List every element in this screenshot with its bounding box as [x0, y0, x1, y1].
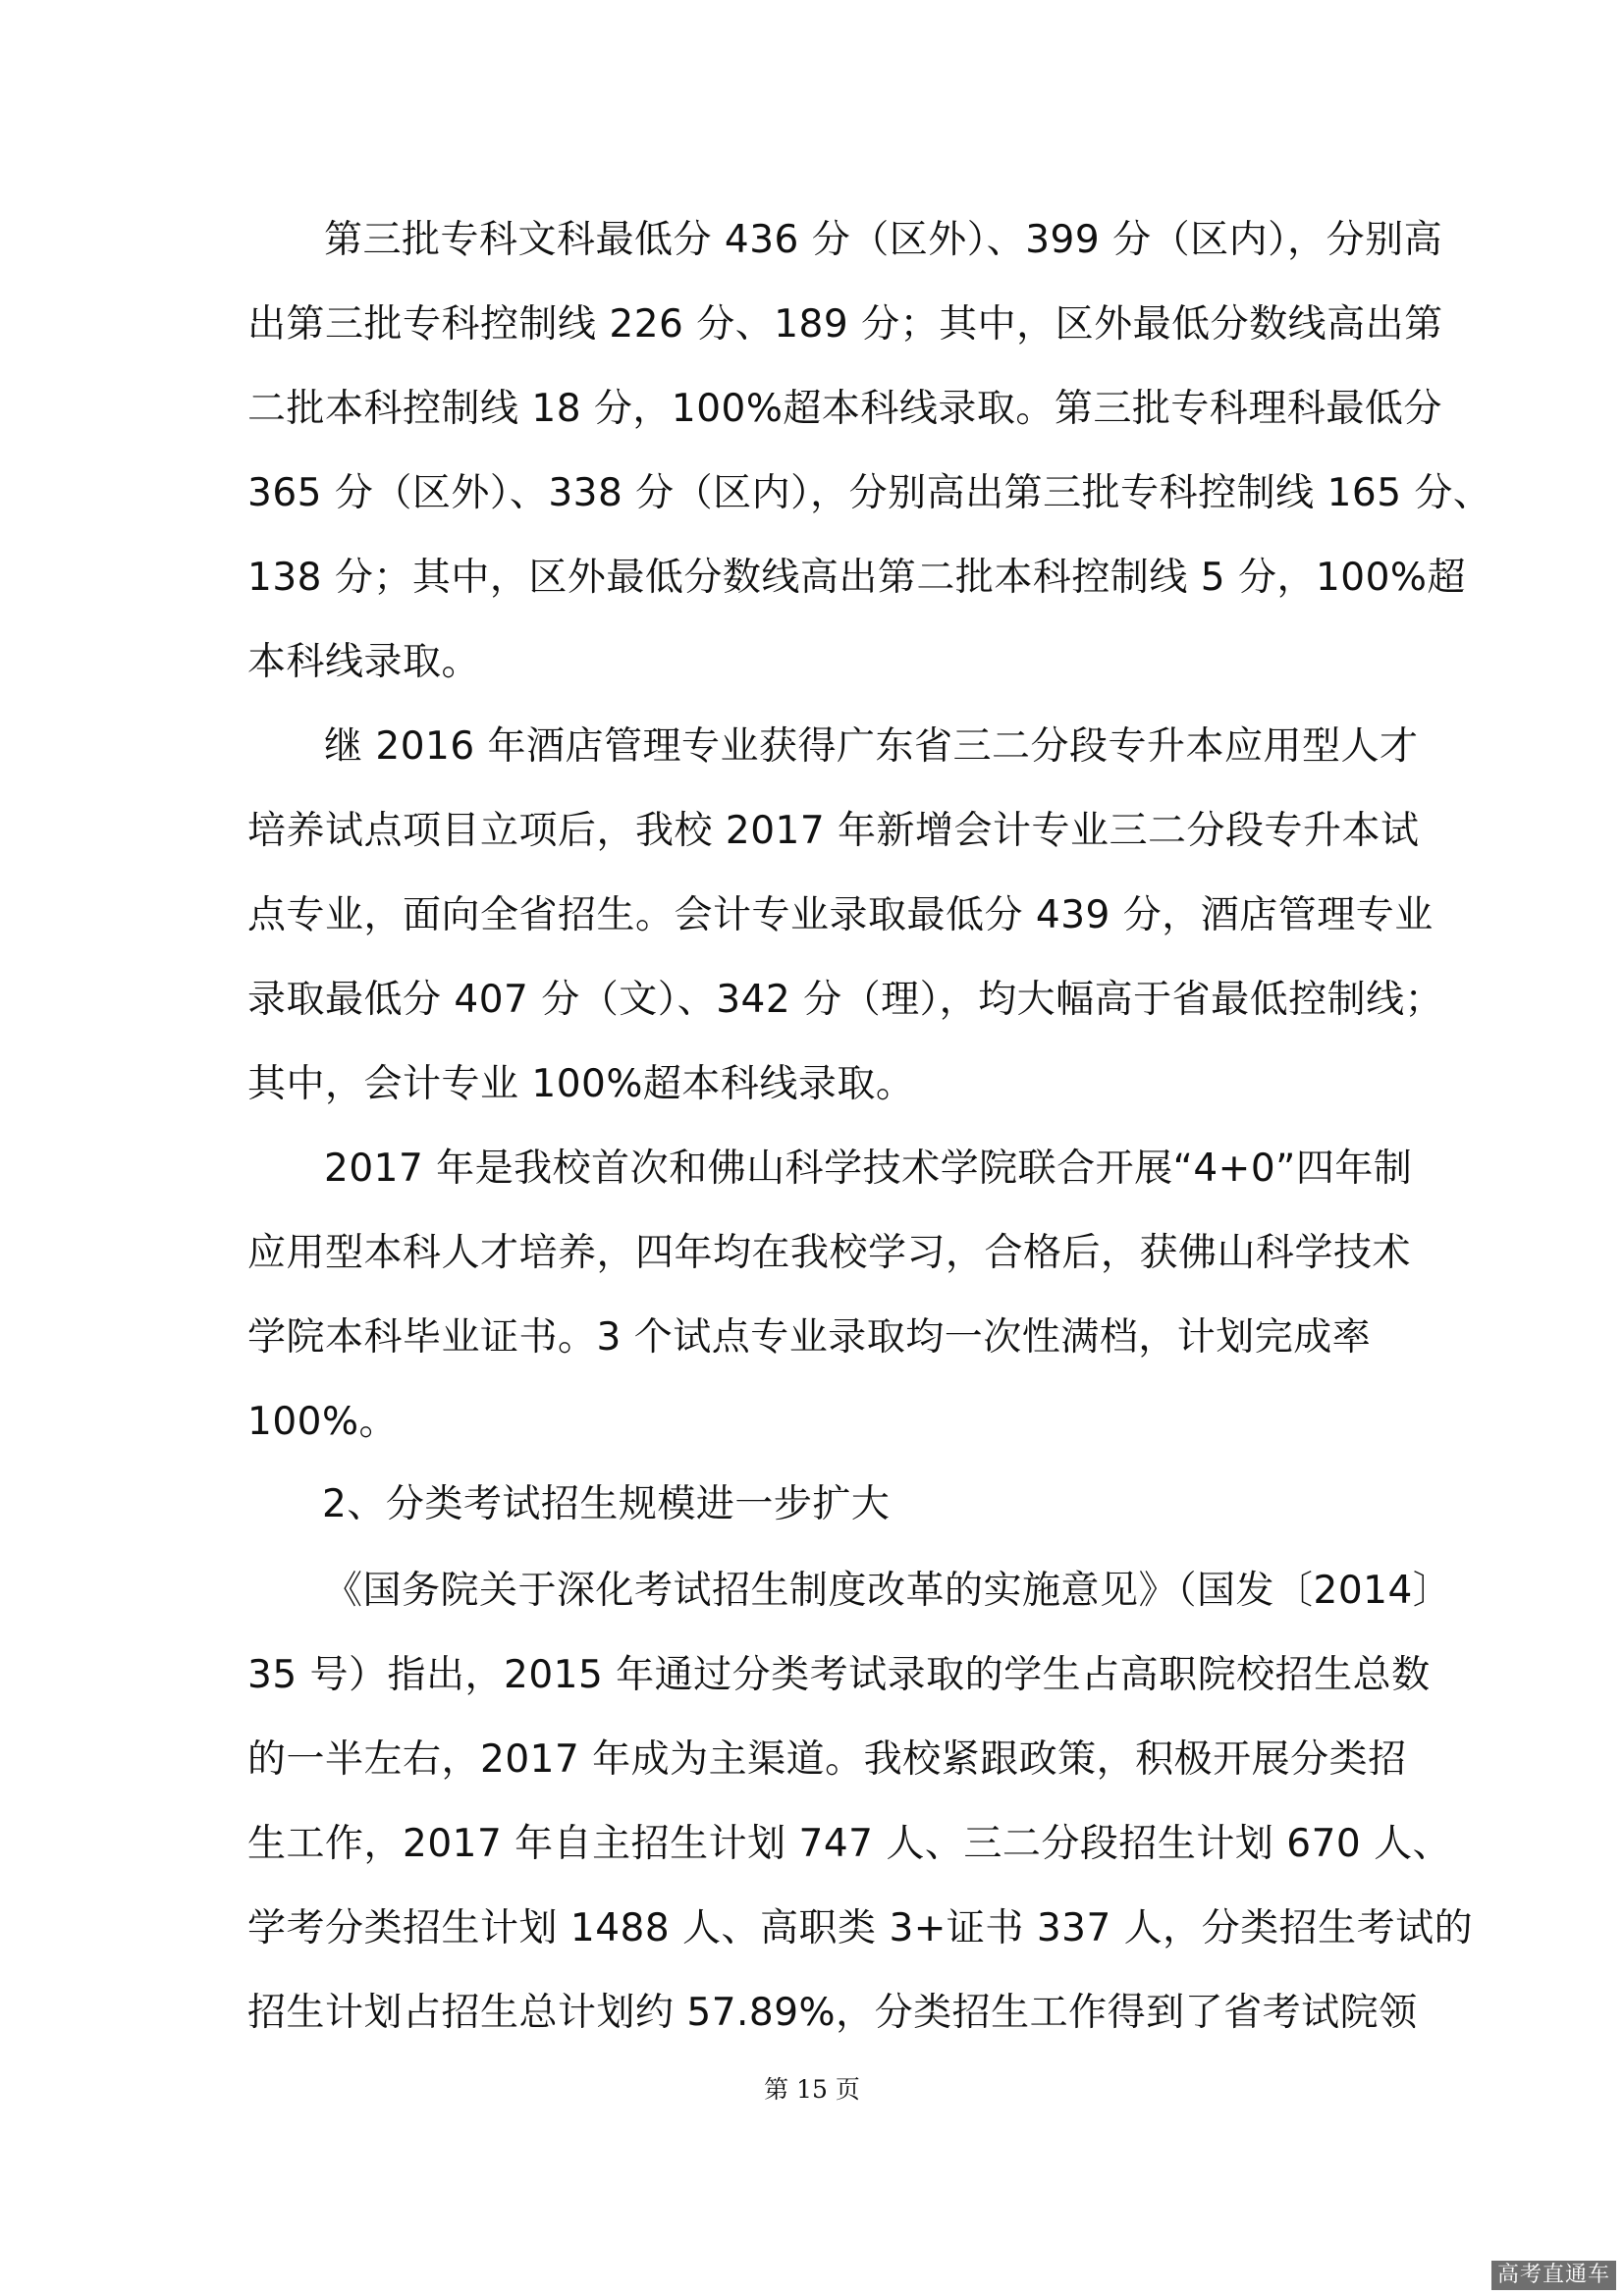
- paragraph-line: 其中，会计专业 100%超本科线录取。: [247, 1062, 915, 1106]
- paragraph-line: 培养试点项目立项后，我校 2017 年新增会计专业三二分段专升本试: [247, 809, 1420, 853]
- paragraph-line: 365 分（区外）、338 分（区内），分别高出第三批专科控制线 165 分、: [247, 471, 1492, 515]
- paragraph-line: 招生计划占招生总计划约 57.89%，分类招生工作得到了省考试院领: [247, 1991, 1418, 2035]
- paragraph-line: 本科线录取。: [247, 640, 481, 684]
- paragraph-line: 点专业，面向全省招生。会计专业录取最低分 439 分，酒店管理专业: [247, 893, 1434, 937]
- section-heading: 2、分类考试招生规模进一步扩大: [322, 1482, 891, 1526]
- watermark: 高考直通车: [1491, 2261, 1616, 2290]
- paragraph-line: 35 号）指出，2015 年通过分类考试录取的学生占高职院校招生总数: [247, 1653, 1431, 1697]
- paragraph-line: 学院本科毕业证书。3 个试点专业录取均一次性满档，计划完成率: [247, 1315, 1372, 1360]
- paragraph-line: 2017 年是我校首次和佛山科学技术学院联合开展“4+0”四年制: [324, 1147, 1413, 1191]
- paragraph-line: 继 2016 年酒店管理专业获得广东省三二分段专升本应用型人才: [324, 724, 1419, 769]
- paragraph-line: 的一半左右，2017 年成为主渠道。我校紧跟政策，积极开展分类招: [247, 1737, 1407, 1782]
- paragraph-line: 100%。: [247, 1400, 398, 1444]
- paragraph-line: 二批本科控制线 18 分，100%超本科线录取。第三批专科理科最低分: [247, 387, 1442, 431]
- paragraph-line: 《国务院关于深化考试招生制度改革的实施意见》（国发〔2014〕: [324, 1569, 1452, 1613]
- paragraph-line: 出第三批专科控制线 226 分、189 分；其中，区外最低分数线高出第: [247, 302, 1443, 347]
- page-number: 第 15 页: [764, 2075, 860, 2104]
- paragraph-line: 138 分；其中，区外最低分数线高出第二批本科控制线 5 分，100%超: [247, 556, 1466, 600]
- paragraph-line: 生工作，2017 年自主招生计划 747 人、三二分段招生计划 670 人、: [247, 1822, 1452, 1866]
- paragraph-line: 学考分类招生计划 1488 人、高职类 3+证书 337 人，分类招生考试的: [247, 1906, 1474, 1950]
- paragraph-line: 应用型本科人才培养，四年均在我校学习，合格后，获佛山科学技术: [247, 1231, 1412, 1275]
- paragraph-line: 录取最低分 407 分（文）、342 分（理），均大幅高于省最低控制线；: [247, 978, 1444, 1022]
- paragraph-line: 第三批专科文科最低分 436 分（区外）、399 分（区内），分别高: [324, 218, 1443, 262]
